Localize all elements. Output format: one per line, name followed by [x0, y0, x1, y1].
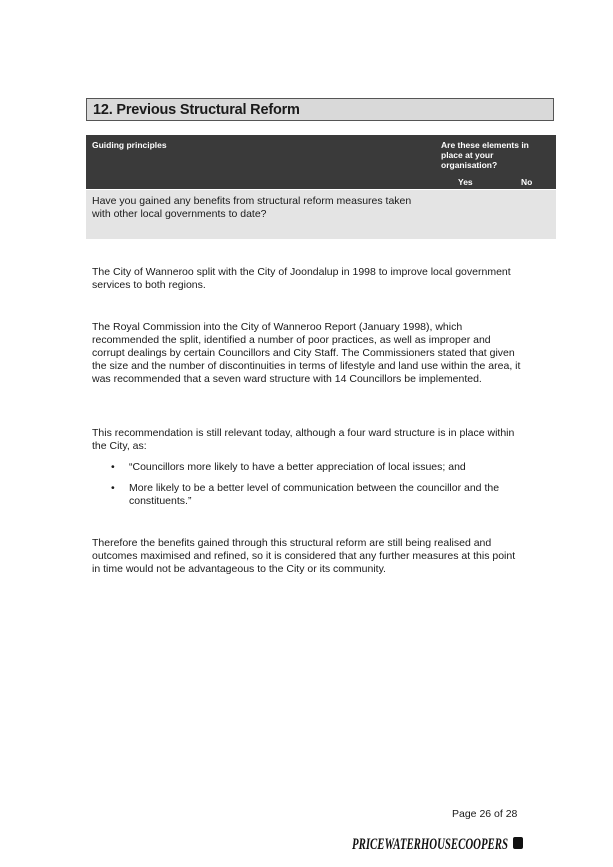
- paragraph-1: The City of Wanneroo split with the City of Joondalup in 1998 to improve local government services to both regions.: [92, 266, 511, 291]
- paragraph-3: This recommendation is still relevant today, although a four ward structure is in place within the City, as:: [92, 427, 515, 452]
- column-header-yes: Yes: [458, 177, 473, 187]
- bullet-dot-icon: •: [111, 461, 115, 473]
- bullet-dot-icon: •: [111, 482, 115, 494]
- column-header-no: No: [521, 177, 533, 187]
- svg-text:PRICEWATERHOUSECOOPERS: PRICEWATERHOUSECOOPERS: [351, 836, 509, 853]
- pricewaterhousecoopers-logo: [352, 832, 524, 854]
- paragraph-2: The Royal Commission into the City of Wanneroo Report (January 1998), which recommended the split, identified a number of poor practices, as well as improper and corrupt dealings by certain Councillors and City Staff. The Commissioners stated that given the size and the number of discontinuities in terms of lifestyle and land use within the area, it was recommended that a seven ward structure with 14 Councillors be implemented.: [92, 321, 521, 385]
- bullet-text: More likely to be a better level of communication between the councillor and the constituents.”: [129, 482, 500, 507]
- paragraph-4: Therefore the benefits gained through this structural reform are still being realised and outcomes maximised and refined, so it is considered that any further measures at this point in time would not be advantageous to the City or its community.: [92, 537, 516, 575]
- bullet-text: “Councillors more likely to have a better appreciation of local issues; and: [129, 461, 466, 473]
- table-question: Have you gained any benefits from structural reform measures taken with other local governments to date?: [92, 195, 412, 220]
- section-title: 12. Previous Structural Reform: [86, 98, 554, 121]
- logo-wordmark-icon: [352, 832, 524, 854]
- column-header-elements-in-place: Are these elements in place at your organisation?: [441, 140, 529, 170]
- table-header: [86, 135, 556, 189]
- page-number: Page 26 of 28: [452, 808, 518, 820]
- column-header-guiding-principles: Guiding principles: [92, 140, 167, 150]
- table-row: [86, 190, 556, 239]
